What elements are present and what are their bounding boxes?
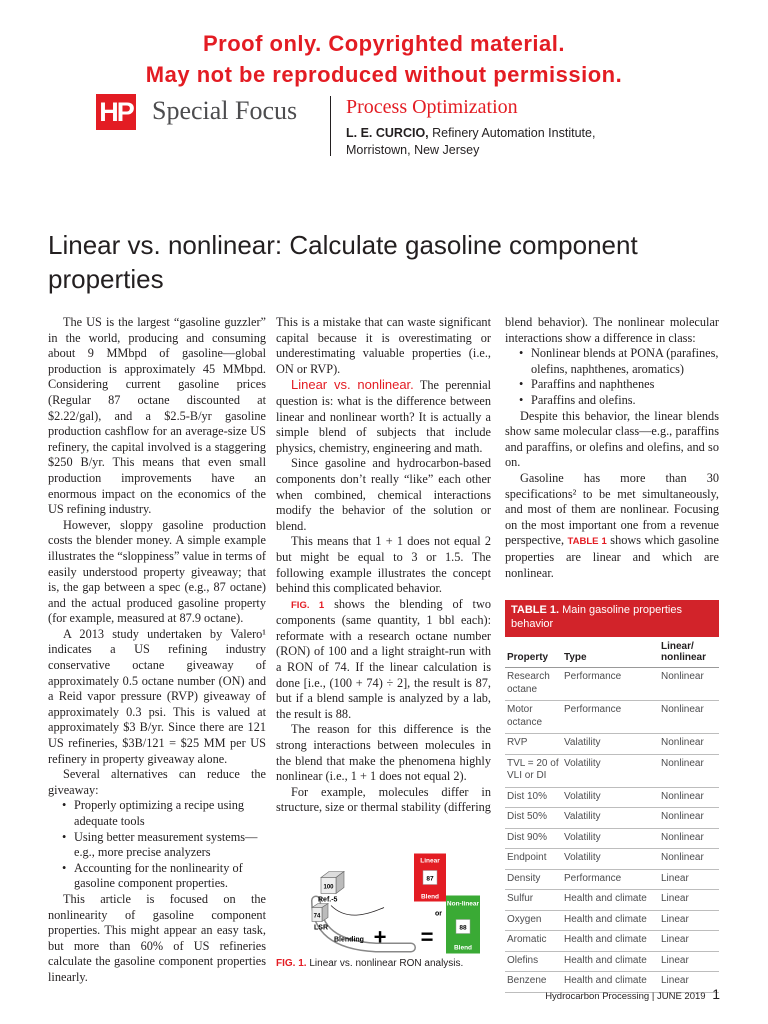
nonlinear-label: Non-linear <box>446 900 480 908</box>
cell-property: Sulfur <box>507 893 534 904</box>
cell-linearity: Nonlinear <box>661 790 704 802</box>
reformate-cube <box>321 872 344 894</box>
cell-type: Valatility <box>564 811 601 822</box>
section-title: Special Focus <box>152 96 298 125</box>
table-row <box>505 788 719 809</box>
cell-property: Aromatic <box>507 934 547 945</box>
page-footer <box>545 986 720 1002</box>
hp-logo: HP <box>96 94 136 130</box>
table-row <box>505 701 719 734</box>
list-item: • Paraffins and olefins. <box>531 393 719 409</box>
table-row <box>505 808 719 829</box>
figure-caption-text: Linear vs. nonlinear RON analysis. <box>309 958 464 969</box>
subheading: Linear vs. nonlinear. <box>291 377 414 393</box>
paragraph: Several alternatives can reduce the giveaway: <box>48 767 266 797</box>
bullet-list <box>48 798 266 892</box>
paragraph: This article is focused on the nonlinearity of gasoline component properties. This might appear an easy task, but more than 60% of US refineries calculate the gasoline component properties linearly. <box>48 891 266 984</box>
cell-property: Oxygen <box>507 913 542 925</box>
table-reference: TABLE 1 <box>567 536 607 548</box>
paragraph: For example, molecules differ in structure, size or thermal stability (differing <box>276 784 491 815</box>
blending-label: Blending <box>334 936 364 944</box>
column-header-type: Type <box>564 652 587 663</box>
footer-separator: | <box>651 991 655 1002</box>
equals-sign: = <box>420 924 434 950</box>
paragraph: A 2013 study undertaken by Valero¹ indicates a US refining industry conservative octane giveaway of approximately 0.5 octane number (ON) and a Reid vapor pressure (RVP) giveaway of approximately 0.3 psi. This is valued at approximately $3 B/yr. Since there are 121 US refineries, $3B/121 = $25 MM per US refinery in property giveaway alone. <box>48 626 266 766</box>
paragraph <box>276 377 491 456</box>
figure-reference: FIG. 1 <box>291 599 325 611</box>
linear-blend-label: Blend <box>420 893 440 901</box>
table-row <box>505 911 719 932</box>
paragraph-text: shows which gasoline properties are linear and which are nonlinear. <box>505 533 719 580</box>
cell-type: Performance <box>564 872 622 884</box>
author-block <box>346 125 595 159</box>
cell-type: Health and climate <box>564 913 647 925</box>
cell-linearity: Nonlinear <box>661 704 704 715</box>
cell-property: Benzene <box>507 975 547 986</box>
cell-type: Health and climate <box>564 975 647 986</box>
table-row <box>505 668 719 701</box>
banner-line-1: Proof only. Copyrighted material. <box>202 31 566 56</box>
cell-property: Dist 10% <box>507 790 548 802</box>
paragraph: The reason for this difference is the strong interactions between molecules in the blend that make the phenomena highly nonlinear (i.e., 1 + 1 does not equal 2). <box>276 722 491 784</box>
text-column-2 <box>276 315 491 816</box>
cell-linearity: Linear <box>661 954 689 966</box>
table-row <box>505 755 719 788</box>
list-item: • Accounting for the nonlinearity of gasoline component properties. <box>74 861 266 892</box>
table-row <box>505 952 719 973</box>
table-row <box>505 890 719 911</box>
paragraph: Since gasoline and hydrocarbon-based components don’t really “like” each other when combined, chemical interactions modify the behavior of the solution or blend. <box>276 456 491 533</box>
nonlinear-result-cube <box>446 896 480 954</box>
cell-type: Performance <box>564 704 622 715</box>
blending-figure <box>276 838 491 978</box>
cell-linearity: Nonlinear <box>661 831 704 843</box>
plus-sign: + <box>373 924 387 950</box>
lsr-cube <box>312 904 328 922</box>
cell-type: Valatility <box>564 737 601 748</box>
article-title: Linear vs. nonlinear: Calculate gasoline component properties <box>48 230 638 294</box>
list-item: • Properly optimizing a recipe using adequate tools <box>74 798 266 829</box>
paragraph: blend behavior). The nonlinear molecular interactions show a difference in class: <box>505 315 719 345</box>
cell-linearity: Nonlinear <box>661 811 704 822</box>
figure-caption-label: FIG. 1. <box>276 958 307 969</box>
cell-type: Health and climate <box>564 954 647 966</box>
table-row <box>505 931 719 952</box>
cell-linearity: Nonlinear <box>661 757 704 769</box>
paragraph-text: Gasoline has more than 30 specifications² to be met simultaneously, and most of them are nonlinear. Focusing on the most important one from a revenue perspective, <box>505 470 719 548</box>
cell-linearity: Nonlinear <box>661 852 704 863</box>
paragraph <box>505 471 719 581</box>
bullet-list <box>505 346 719 408</box>
table-title: Main gasoline properties behavior <box>511 604 682 630</box>
table-row <box>505 849 719 870</box>
cell-linearity: Linear <box>661 913 689 925</box>
author-affiliation: Refinery Automation Institute, <box>432 126 596 140</box>
cell-property: Dist 50% <box>507 811 548 822</box>
cell-property: Endpoint <box>507 852 547 863</box>
table-row <box>505 870 719 891</box>
column-header-property: Property <box>507 652 549 663</box>
cell-property: TVL = 20 of VLI or DI <box>507 757 559 781</box>
cell-property: Olefins <box>507 954 539 966</box>
author-name: L. E. CURCIO, <box>346 126 429 140</box>
cell-property: Motor octance <box>507 704 543 728</box>
cell-property: RVP <box>507 737 528 748</box>
or-label: or <box>435 910 442 918</box>
cell-type: Health and climate <box>564 934 647 945</box>
topic-title: Process Optimization <box>346 96 518 118</box>
flow-arrow <box>331 906 384 916</box>
copyright-banner <box>0 28 768 90</box>
lsr-label: LSR <box>314 924 328 932</box>
paragraph: Despite this behavior, the linear blends show same molecular class—e.g., paraffins and paraffins, or olefins and olefins, and so on. <box>505 408 719 470</box>
cell-type: Volatility <box>564 790 601 802</box>
banner-line-2: May not be reproduced without permission. <box>145 62 623 87</box>
list-item: • Nonlinear blends at PONA (parafines, olefins, naphthenes, aromatics) <box>531 346 719 377</box>
table-label: TABLE 1. <box>511 604 560 616</box>
paragraph-text: The perennial question is: what is the difference between linear and nonlinear worth? It is actually a simple blend of subjects that include physics, chemistry, engineering and math. <box>276 378 491 455</box>
text-column-1 <box>48 315 266 986</box>
paragraph <box>276 597 491 723</box>
figure-caption <box>276 958 491 969</box>
linear-ron: 87 <box>426 875 434 883</box>
author-city: Morristown, New Jersey <box>346 143 480 157</box>
cell-linearity: Linear <box>661 934 689 945</box>
reformate-label: Ref.-5 <box>318 896 338 904</box>
cell-property: Dist 90% <box>507 831 548 843</box>
reformate-ron: 100 <box>323 884 334 891</box>
list-item: • Paraffins and naphthenes <box>531 377 719 393</box>
header-divider <box>330 96 331 156</box>
journal-name: Hydrocarbon Processing <box>545 991 650 1002</box>
text-column-3 <box>505 315 719 581</box>
paragraph: The US is the largest “gasoline guzzler” in the world, producing and consuming about 9 MMbpd of gasoline—global production is approximately 45 MMbpd. Considering current gasoline prices (Regular 87 octane discounted at $2.22/gal), and a $2.5-B/yr gasoline production cashflow for an average-size US refinery, the capital involved is a staggering $250 B/yr. This means that even small production improvements have an enormous impact on the economics of the US refining industry. <box>48 315 266 517</box>
issue-date: JUNE 2019 <box>656 991 706 1002</box>
paragraph: However, sloppy gasoline production costs the blender money. A simple example illustrates the “sloppiness” value in terms of easily understood property giveaway; that is, the gap between a spec (e.g., 87 octane) and the actual produced gasoline property (for example, measured at 87.9 octane). <box>48 517 266 626</box>
nonlinear-ron: 88 <box>459 924 467 932</box>
column-header-linearity: Linear/ nonlinear <box>661 641 707 663</box>
table-row <box>505 734 719 755</box>
cell-type: Volatility <box>564 757 601 769</box>
cell-linearity: Linear <box>661 893 689 904</box>
lsr-ron: 74 <box>313 913 321 920</box>
cell-type: Volatility <box>564 852 601 863</box>
paragraph-text: shows the blending of two components (same quantity, 1 bbl each): reformate with a research octane number (RON) of 100 and a light straight-run with a RON of 74. If the linear calculation is done [i.e., (100 + 74) ÷ 2], the result is 87, but if a blend sample is analyzed by a lab, the result is 88. <box>276 596 491 721</box>
cell-property: Research octane <box>507 671 550 695</box>
cell-type: Health and climate <box>564 893 647 904</box>
table-header-bar <box>505 600 719 637</box>
linear-label: Linear <box>420 857 440 865</box>
cell-linearity: Linear <box>661 872 689 884</box>
paragraph: This means that 1 + 1 does not equal 2 but might be equal to 3 or 1.5. The following example illustrates the concept behind this complicated behavior. <box>276 534 491 596</box>
list-item: • Using better measurement systems—e.g., more precise analyzers <box>74 830 266 861</box>
cell-linearity: Nonlinear <box>661 737 704 748</box>
properties-table <box>505 600 719 993</box>
cell-linearity: Nonlinear <box>661 671 704 682</box>
linear-result-cube <box>414 854 446 902</box>
table-column-headers <box>505 637 719 668</box>
nonlinear-blend-label: Blend <box>453 944 473 952</box>
page-number: 1 <box>712 986 720 1002</box>
cell-type: Performance <box>564 671 622 682</box>
cell-property: Density <box>507 872 541 884</box>
table-row <box>505 829 719 850</box>
paragraph: This is a mistake that can waste significant capital because it is overestimating or underestimating valuable properties (i.e., ON or RVP). <box>276 315 491 376</box>
cell-type: Volatility <box>564 831 601 843</box>
table-body <box>505 668 719 993</box>
cell-linearity: Linear <box>661 975 689 986</box>
